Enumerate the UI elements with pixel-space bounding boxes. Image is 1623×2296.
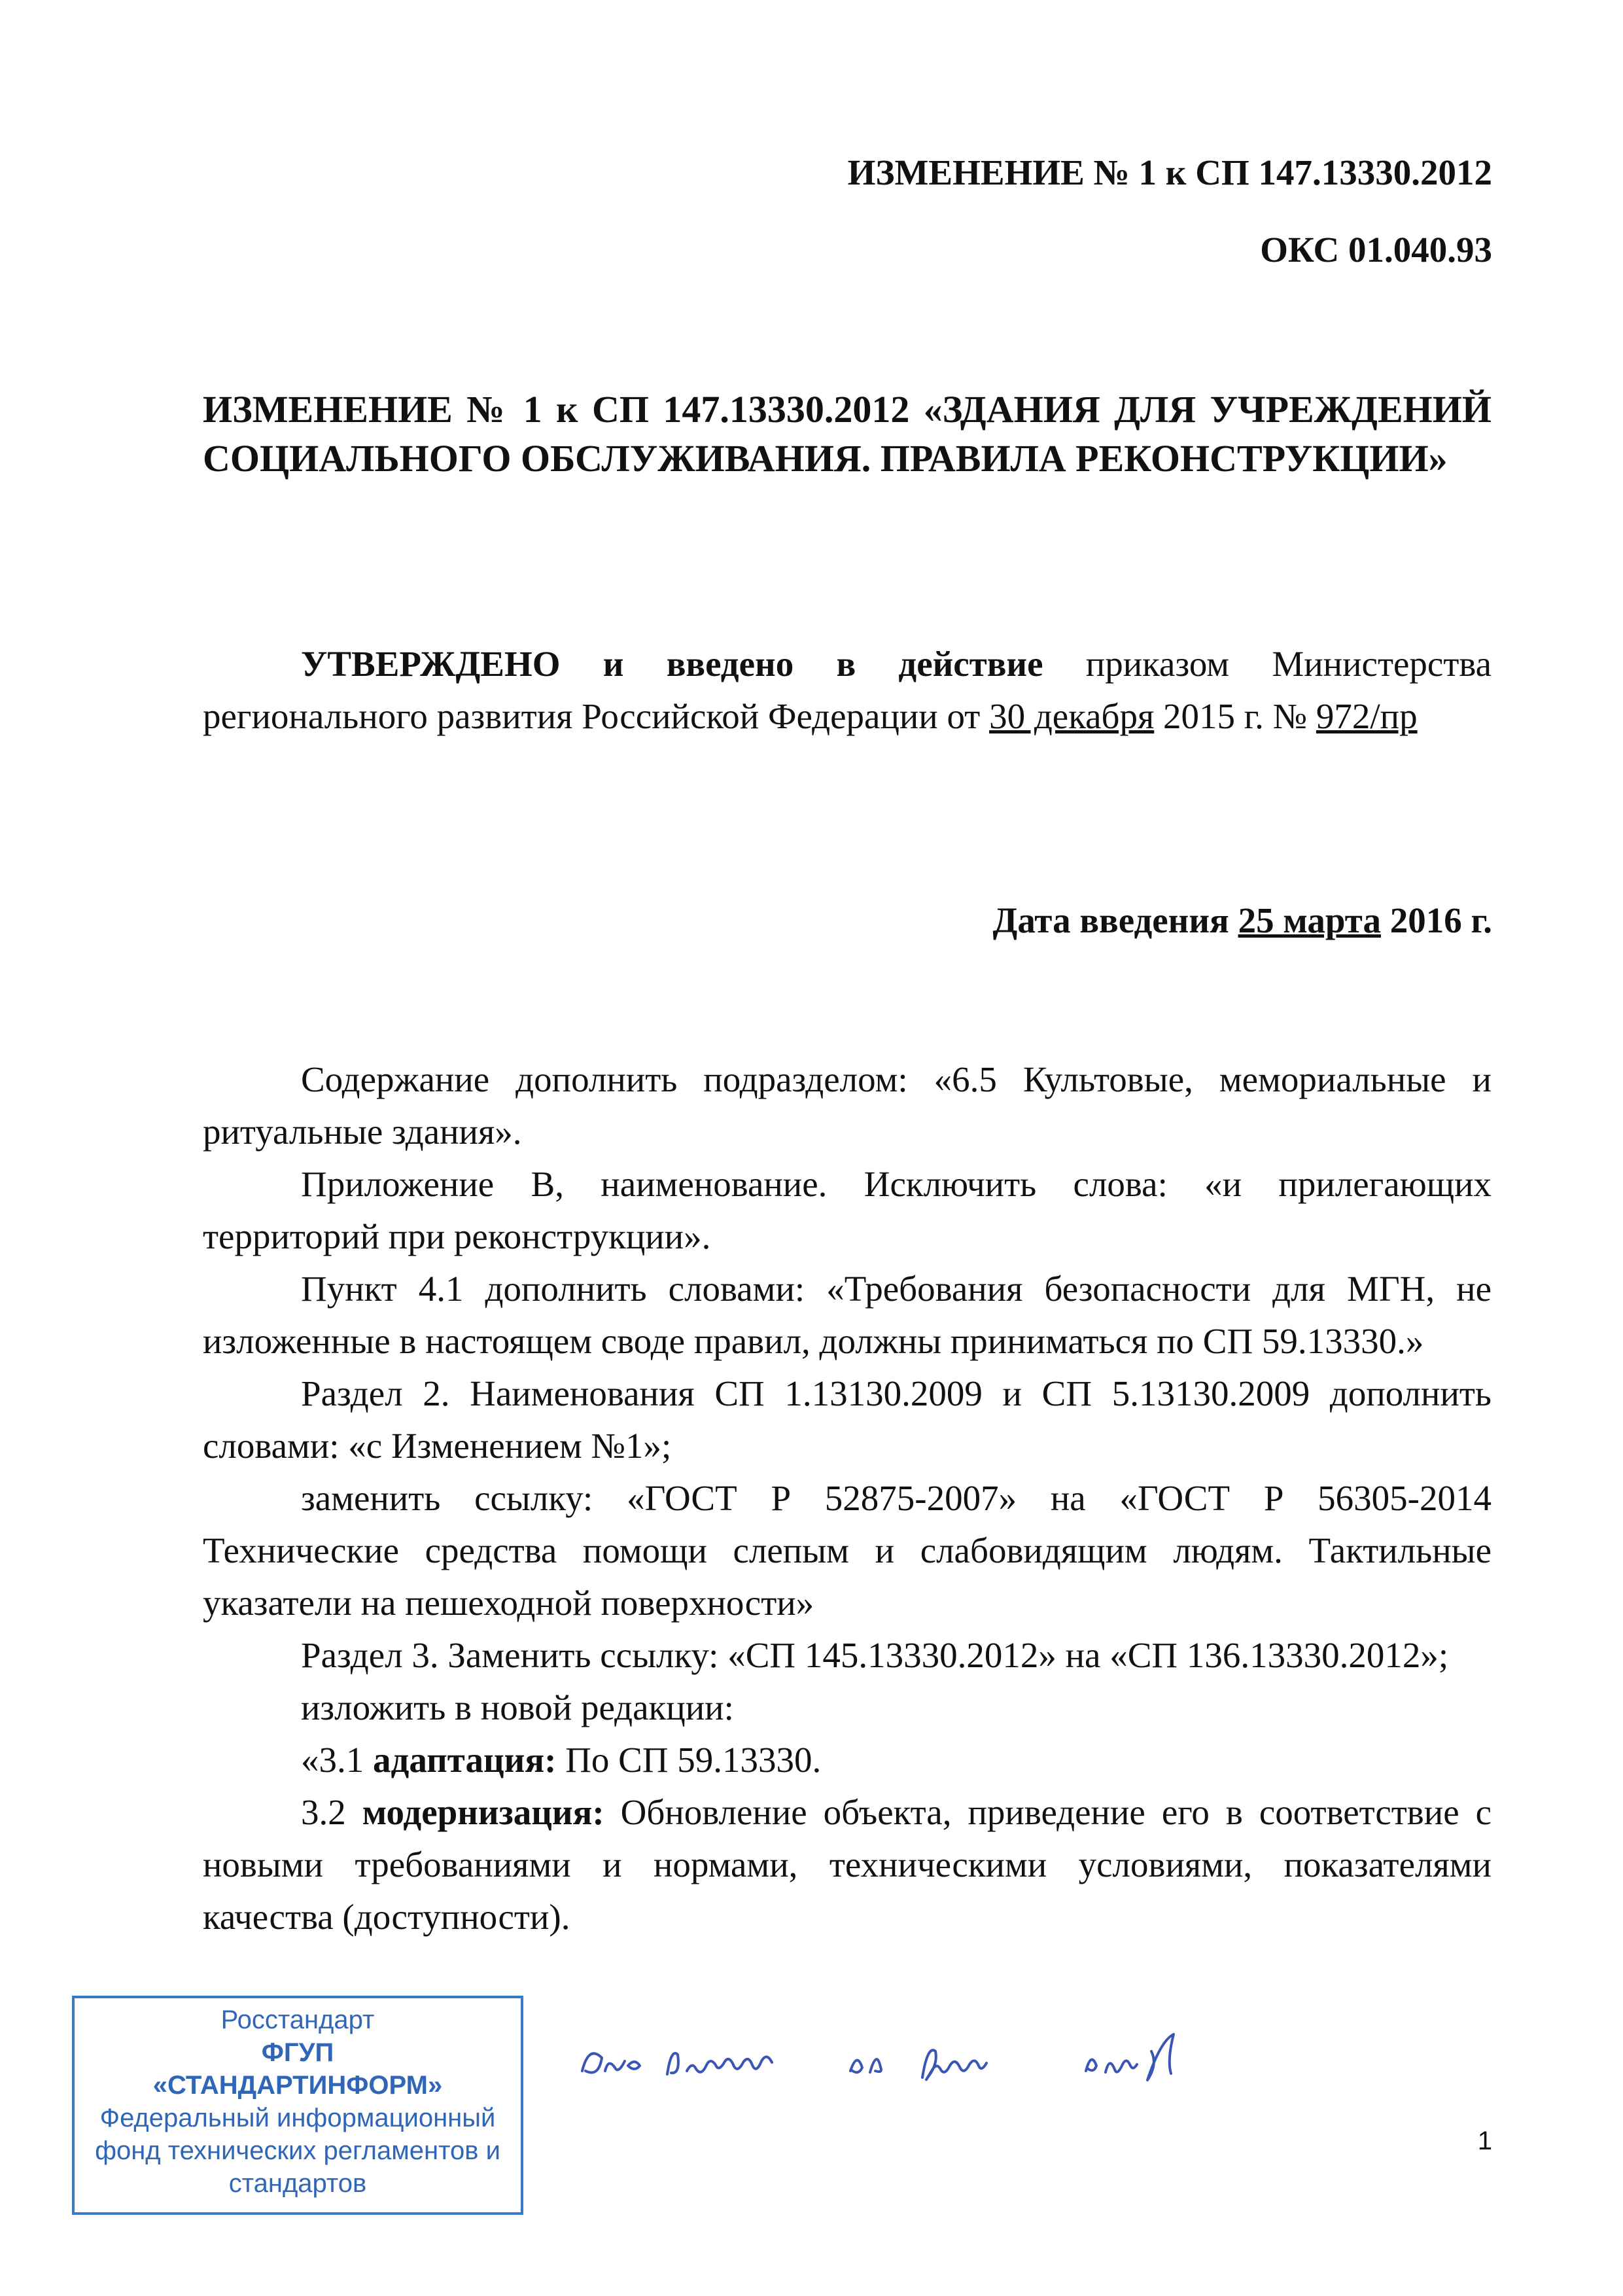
approval-date: 30 декабря xyxy=(989,696,1155,736)
stamp-line-4: Федеральный информационный xyxy=(99,2104,496,2132)
definition-3-2-term: модернизация: xyxy=(362,1792,604,1832)
approval-text: приказом Министерства регионального развития Российской Федерации от xyxy=(203,644,1492,736)
definition-3-2-text: Обновление объекта, приведение его в соответствие с новыми требованиями и нормами, техническими условиями, показателями качества (доступности). xyxy=(203,1792,1492,1937)
paragraph-new-edition: изложить в новой редакции: xyxy=(301,1687,734,1727)
approval-bold: УТВЕРЖДЕНО и введено в действие xyxy=(301,644,1043,684)
paragraph-content-addition: Содержание дополнить подразделом: «6.5 Культовые, мемориальные и ритуальные здания». xyxy=(203,1059,1492,1152)
definition-3-1-number: «3.1 xyxy=(301,1740,364,1780)
handwritten-registration-note xyxy=(576,2025,1230,2097)
change-reference-header: ИЗМЕНЕНИЕ № 1 к СП 147.13330.2012 xyxy=(847,152,1492,192)
stamp-line-1: Росстандарт xyxy=(220,2005,375,2034)
approval-number-prefix: № xyxy=(1272,696,1308,736)
stamp-line-6: стандартов xyxy=(228,2169,367,2198)
approval-year: 2015 г. xyxy=(1163,696,1264,736)
definition-3-2 xyxy=(203,1786,1492,1943)
intro-date-label: Дата введения xyxy=(992,900,1229,940)
definition-3-1-term: адаптация: xyxy=(373,1740,557,1780)
stamp-line-3: «СТАНДАРТИНФОРМ» xyxy=(152,2071,443,2100)
definition-3-1-text: По СП 59.13330. xyxy=(565,1740,822,1780)
document-title: ИЗМЕНЕНИЕ № 1 к СП 147.13330.2012 «ЗДАНИЯ ДЛЯ УЧРЕЖДЕНИЙ СОЦИАЛЬНОГО ОБСЛУЖИВАНИЯ. ПРАВИЛА РЕКОНСТРУКЦИИ» xyxy=(203,388,1492,480)
paragraph-item-4-1: Пункт 4.1 дополнить словами: «Требования безопасности для МГН, не изложенные в настоящем своде правил, должны приниматься по СП 59.13330.» xyxy=(203,1269,1492,1361)
paragraph-appendix-b: Приложение В, наименование. Исключить слова: «и прилегающих территорий при реконструкции». xyxy=(203,1164,1492,1256)
stamp-line-5: фонд технических регламентов и xyxy=(95,2136,500,2165)
intro-date-value: 25 марта xyxy=(1238,900,1381,940)
approval-paragraph xyxy=(203,638,1492,743)
paragraph-section-3: Раздел 3. Заменить ссылку: «СП 145.13330.2012» на «СП 136.13330.2012»; xyxy=(301,1635,1449,1675)
registration-stamp xyxy=(72,1996,523,2215)
definition-3-2-number: 3.2 xyxy=(301,1792,346,1832)
page-number: 1 xyxy=(1477,2127,1492,2155)
oks-code: ОКС 01.040.93 xyxy=(1260,230,1492,270)
introduction-date xyxy=(993,900,1493,941)
body-text xyxy=(203,1053,1492,1943)
paragraph-section-2: Раздел 2. Наименования СП 1.13130.2009 и СП 5.13130.2009 дополнить словами: «с Изменением №1»; xyxy=(203,1373,1492,1466)
definition-3-1 xyxy=(203,1734,1492,1786)
stamp-line-2: ФГУП xyxy=(261,2038,334,2067)
paragraph-replace-reference: заменить ссылку: «ГОСТ Р 52875-2007» на «ГОСТ Р 56305-2014 Технические средства помощи слепым и слабовидящим людям. Тактильные указатели на пешеходной поверхности» xyxy=(203,1478,1492,1623)
approval-number: 972/пр xyxy=(1316,696,1418,736)
intro-date-year: 2016 г. xyxy=(1389,900,1492,940)
